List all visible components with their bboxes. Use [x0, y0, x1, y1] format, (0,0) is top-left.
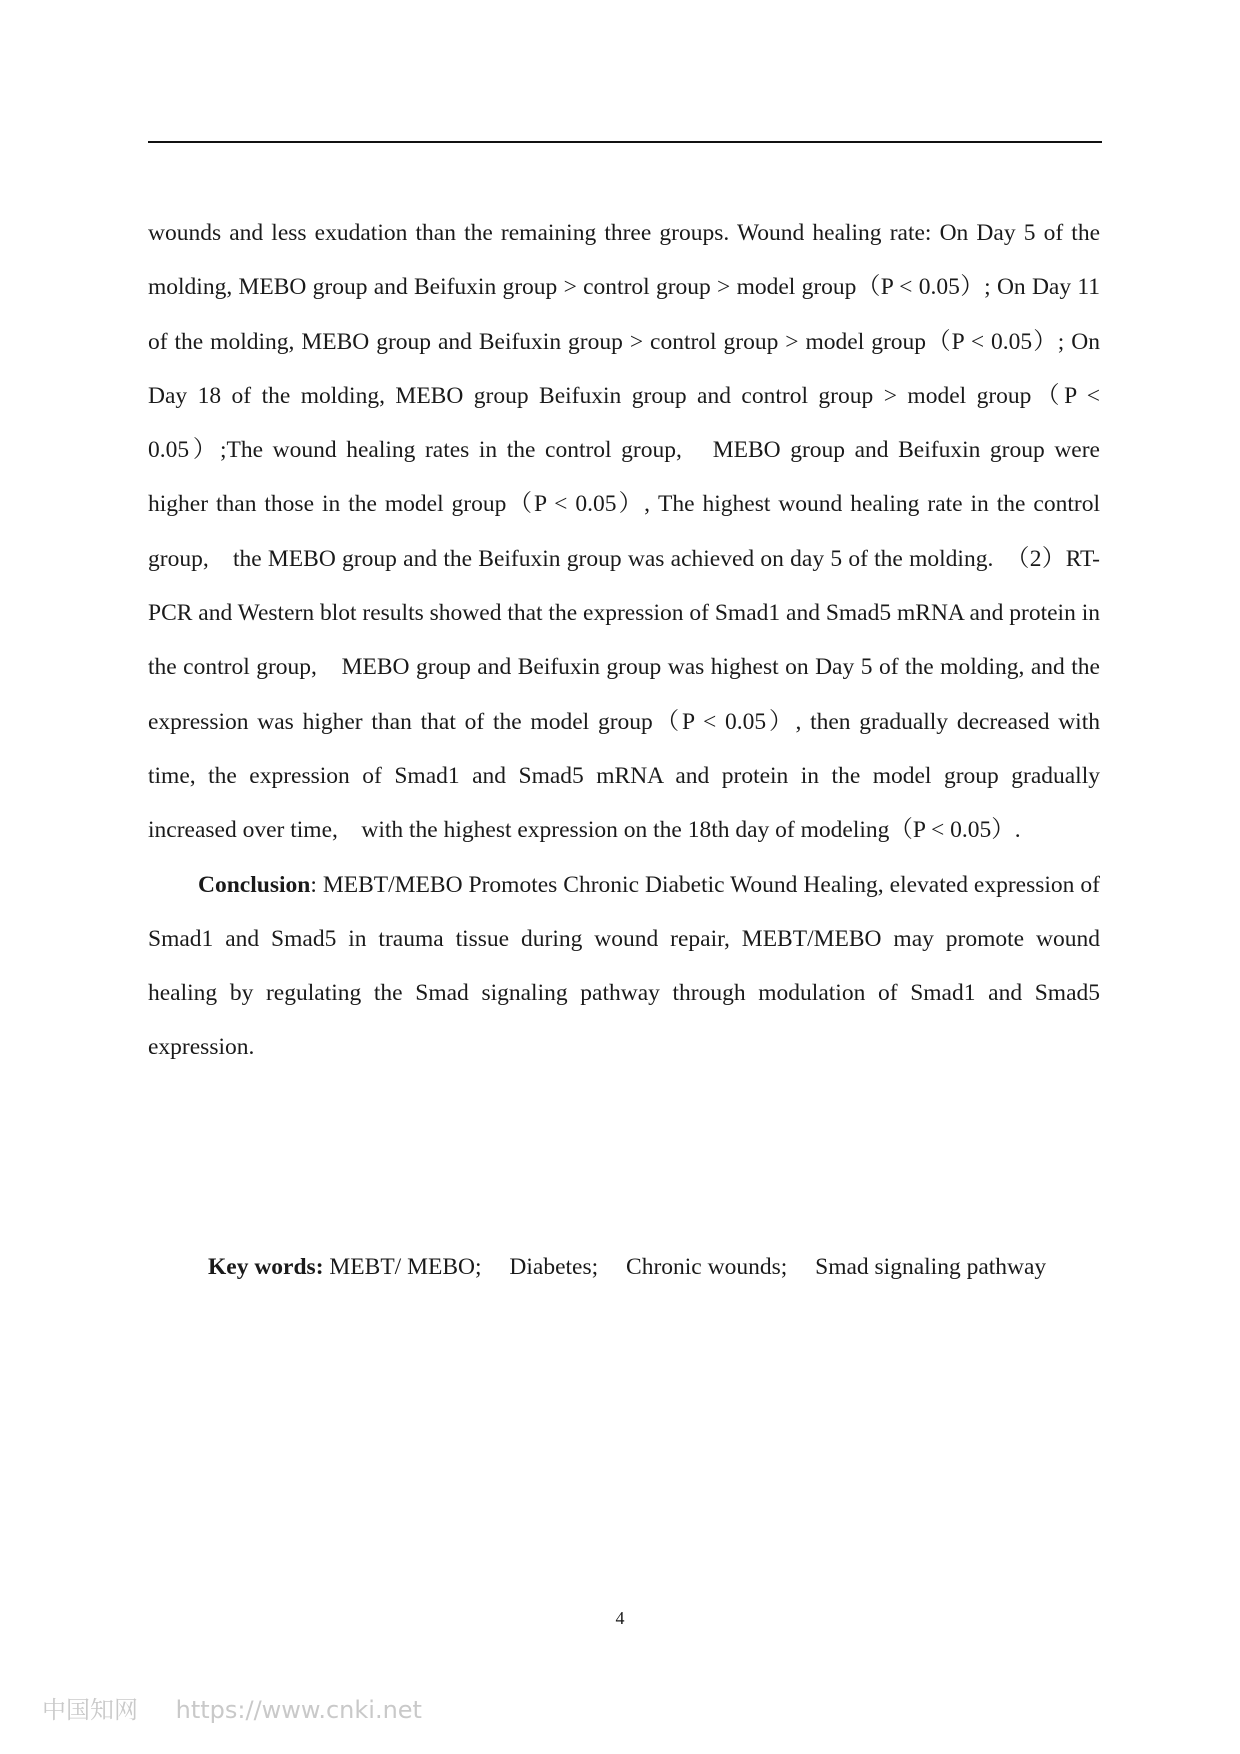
results-paragraph: wounds and less exudation than the remaining three groups. Wound healing rate: On Day 5 of the molding, MEBO group and Beifuxin group > control group > model group（P < 0.05）; On Day 11 of the molding, MEBO group and Beifuxin group > control group > model group（P < 0.05）; On Day 18 of the molding, MEBO group Beifuxin group and control group > model group（P < 0.05）;The wound healing rates in the control group, MEBO group and Beifuxin group were higher than those in the model group（P < 0.05）, The highest wound healing rate in the control group, the MEBO group and the Beifuxin group was achieved on day 5 of the molding. （2）RT-PCR and Western blot results showed that the expression of Smad1 and Smad5 mRNA and protein in the control group, MEBO group and Beifuxin group was highest on Day 5 of the molding, and the expression was higher than that of the model group（P < 0.05）, then gradually decreased with time, the expression of Smad1 and Smad5 mRNA and protein in the model group gradually increased over time, with the highest expression on the 18th day of modeling（P < 0.05）.	[148, 220, 1100, 844]
cnki-watermark	[42, 1690, 422, 1725]
page-number: 4	[615, 1608, 625, 1628]
conclusion-text: : MEBT/MEBO Promotes Chronic Diabetic Wound Healing, elevated expression of Smad1 and Smad5 in trauma tissue during wound repair, MEBT/MEBO may promote wound healing by regulating the Smad signaling pathway through modulation of Smad1 and Smad5 expression.	[148, 871, 1100, 1061]
keyword-item: Smad signaling pathway	[815, 1254, 1047, 1280]
watermark-url: https://www.cnki.net	[175, 1696, 422, 1724]
header-rule	[148, 141, 1102, 143]
conclusion-paragraph	[148, 858, 1100, 1075]
keyword-item: MEBT/ MEBO;	[329, 1254, 482, 1280]
conclusion-label: Conclusion	[198, 871, 311, 898]
keywords-label: Key words:	[208, 1254, 324, 1280]
keywords-line	[208, 1240, 1108, 1294]
abstract-body	[148, 206, 1100, 1075]
watermark-logo-text: 中国知网	[42, 1696, 138, 1724]
keyword-item: Diabetes;	[509, 1254, 599, 1280]
keyword-item: Chronic wounds;	[626, 1254, 788, 1280]
